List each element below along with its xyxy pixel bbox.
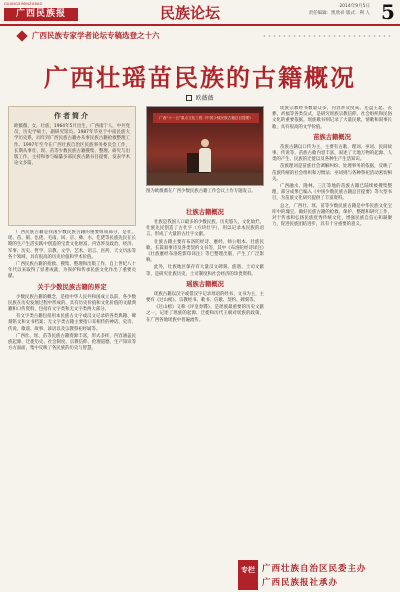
article-headline: 广西壮瑶苗民族的古籍概况 — [44, 64, 356, 92]
paragraph: 有文字类古籍包括用本民族古文字或汉文记录的各类典籍、碑刻铭文和文书档案；无文字类古籍主要指口耳相传的神话、史诗、传说、歌谣、故事、谚语以及宗教祭祀经诵等。 — [8, 314, 136, 332]
paragraph: 壮族是我国人口最多的少数民族，历史悠久，文化灿烂。壮族先民创造了古壮字（方块壮字），用以记录本民族的语言，形成了大量的古壮字文献。 — [146, 220, 264, 238]
issue-date: 2014年9月5日 — [339, 4, 370, 9]
column-footer — [238, 560, 398, 590]
author-intro-box — [8, 106, 136, 226]
photo-caption: 图为欧薇薇在广西少数民族古籍工作会议上作专题发言。 — [146, 189, 256, 194]
text-column-2 — [146, 206, 264, 586]
paragraph: 总之，广西壮、瑶、苗等少数民族古籍是中华民族文化宝库中的瑰宝。做好民族古籍的抢救、保护、整理和研究工作，对于传承和弘扬民族优秀传统文化，增强民族自信心和凝聚力，促进民族团结进步，具有十分重要的意义。 — [272, 203, 392, 228]
paragraph: 少数民族古籍的概念，是指中华人民共和国成立以前，各少数民族在历史发展过程中形成的、具有历史价值和文化价值的文献典籍和口传资料，包括有文字类和无文字类两大部分。 — [8, 294, 136, 313]
diamond-icon — [16, 30, 27, 41]
series-strip — [18, 30, 258, 42]
paragraph: 苗族古籍以口传为主，主要有古歌、理词、巫词、民间故事、传说等。苗族古歌内容丰富，叙述了天地万物的起源、人类的产生、民族的迁徙以及各种生产生活知识。 — [272, 144, 392, 163]
square-icon — [186, 95, 192, 101]
paragraph: 广西融水、隆林、三江等地的苗族古籍已陆续被搜集整理，部分成果已编入《中国少数民族古籍总目提要》等大型书目，为苗族文化研究提供了丰富资料。 — [272, 184, 392, 202]
paragraph: 瑶族宗教经书数量众多，内容涉及度戒、还盘王愿、丧葬、祈福等各类仪式，是研究瑶族宗教信仰、社会组织和民俗文化的重要依据。瑶族歌书则记录了大量民歌、情歌和叙事长歌，具有很高的文学价值。 — [272, 106, 392, 130]
section-heading: 苗族古籍概况 — [313, 133, 351, 141]
section-heading: 壮族古籍概况 — [186, 209, 224, 216]
paragraph: 《过山榜》又称《评皇券牒》，是瑶族最重要的历史文献之一，记述了瑶族的起源、迁徙和历代王朝对瑶族的政策，在广西各地瑶族中普遍流传。 — [146, 305, 264, 323]
section-heading: 关于少数民族古籍的界定 — [37, 283, 107, 291]
paragraph: 广西民族古籍是我国少数民族古籍的重要组成部分，是壮、瑶、苗、侗、仫佬、毛南、回、京、彝、水、仡佬等民族先民在长期的生产生活实践中创造的宝贵文化财富，内容涉及政治、经济、军事、历史、哲学、宗教、文学、艺术、语言、医药、天文历法等各个领域，具有很高的历史价值和学术价值。 — [8, 230, 136, 260]
paragraph: 广西民族古籍的抢救、搜集、整理和出版工作，自上世纪八十年代以来取得了显著成就，为保护和传承民族文化作出了重要贡献。 — [8, 262, 136, 280]
section-title: 民族论坛 — [159, 4, 220, 22]
header-rule — [0, 24, 400, 26]
page-number: 5 — [381, 0, 395, 24]
paragraph: 广西壮、瑶、苗等民族古籍资源丰富，形式多样，内容涵盖民族起源、迁徙历史、社会制度、宗教信仰、伦理道德、生产知识等方方面面，集中反映了各民族的历史与智慧。 — [8, 333, 136, 352]
masthead — [0, 0, 400, 24]
paper-logo — [4, 2, 78, 22]
dot-divider — [262, 34, 392, 38]
paragraph: 壮族古籍主要有布洛陀经诗、麽经、师公唱本、壮族民歌、长篇叙事诗及各类契约文书等，其中《布洛陀经诗译注》《壮族麽经布洛陀影印译注》等已整理出版，产生了广泛影响。 — [146, 239, 264, 264]
sponsor-line: 广西壮族自治区民委主办 — [262, 564, 367, 574]
intro-text: 欧薇薇，女，壮族，1964年5月出生，广西南宁人，中共党员，历史学硕士，副研究馆员。1987年毕业于中南民族大学历史系，同年到广西民族古籍办从事民族古籍抢救整理工作。1997年至今在广西壮族自治区民族事务委员会工作，长期从事壮、瑶、苗等少数民族古籍搜集、整理、研究与出版工作，主持和参与编纂多部民族古籍书目提要，发表学术论文多篇。 — [14, 124, 130, 167]
paragraph: 瑶族古籍以汉字或借汉字记录瑶语的经书、文书为主，主要有《过山榜》、宗教经书、歌书、信歌、契约、碑刻等。 — [146, 291, 264, 304]
author-name: 欧薇薇 — [195, 95, 214, 102]
paragraph: 苗族理词是苗族社会调解纠纷、处理事务的依据，反映了苗族传统的社会组织和习惯法；巫词则与各种祭祀活动密切相关。 — [272, 164, 392, 182]
text-column-3 — [272, 106, 392, 556]
byline — [160, 93, 240, 102]
issue-info — [290, 3, 370, 17]
organizer-line: 广西民族报社承办 — [262, 578, 339, 588]
editor-line: 责任编辑：凯欣祥 版式：利 人 — [308, 11, 370, 16]
intro-label: 作者简介 — [54, 112, 90, 120]
photo-banner: 广西“十一五”重点文化工程《中国少数民族古籍总目提要》 — [153, 113, 259, 123]
series-title: 广西民族专家学者论坛专稿选登之十六 — [32, 31, 160, 40]
paper-name: 广西民族报 — [4, 8, 78, 21]
article-photo — [146, 106, 264, 186]
paper-pinyin: GUANGXIMINZUBAO — [4, 2, 43, 6]
text-column-1 — [8, 230, 136, 586]
speaker-figure — [199, 139, 211, 173]
section-heading: 瑶族古籍概况 — [186, 280, 224, 288]
paragraph: 此外，壮族地区保存有大量汉文碑刻、族谱、土司文献等，是研究壮族历史、土司制度和社会经济的珍贵资料。 — [146, 265, 264, 277]
column-tag: 专栏 — [238, 560, 258, 590]
